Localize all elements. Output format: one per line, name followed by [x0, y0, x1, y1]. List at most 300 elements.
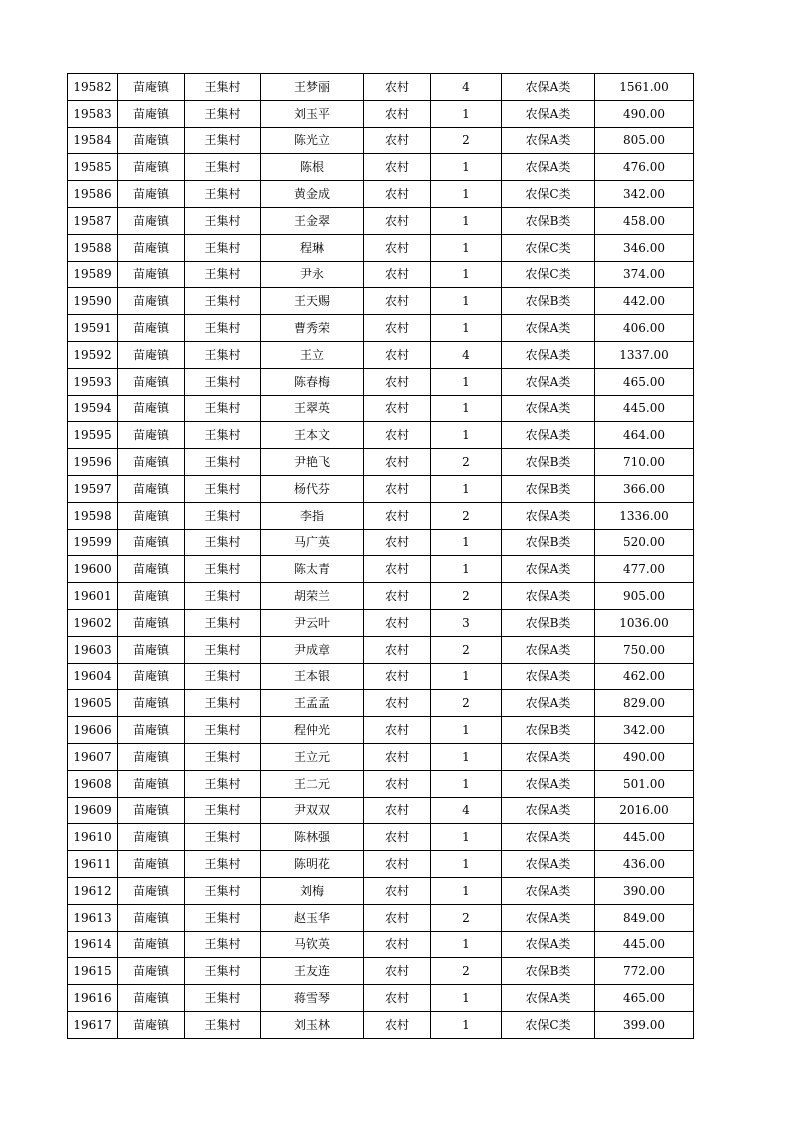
name-cell: 王本银	[261, 663, 364, 690]
amount-cell: 2016.00	[595, 797, 694, 824]
count-cell: 2	[431, 449, 502, 476]
count-cell: 4	[431, 797, 502, 824]
town-cell: 苗庵镇	[118, 261, 185, 288]
name-cell: 刘梅	[261, 877, 364, 904]
amount-cell: 390.00	[595, 877, 694, 904]
town-cell: 苗庵镇	[118, 824, 185, 851]
table-row	[68, 288, 694, 315]
table-row	[68, 127, 694, 154]
village-cell: 王集村	[185, 341, 261, 368]
type-cell: 农村	[364, 877, 431, 904]
name-cell: 蒋雪琴	[261, 985, 364, 1012]
count-cell: 1	[431, 234, 502, 261]
town-cell: 苗庵镇	[118, 770, 185, 797]
category-cell: 农保A类	[502, 154, 595, 181]
village-cell: 王集村	[185, 877, 261, 904]
category-cell: 农保B类	[502, 717, 595, 744]
town-cell: 苗庵镇	[118, 234, 185, 261]
table-row	[68, 877, 694, 904]
town-cell: 苗庵镇	[118, 717, 185, 744]
village-cell: 王集村	[185, 422, 261, 449]
type-cell: 农村	[364, 663, 431, 690]
name-cell: 陈太青	[261, 556, 364, 583]
name-cell: 程琳	[261, 234, 364, 261]
table-row	[68, 690, 694, 717]
row-id-cell: 19612	[68, 877, 118, 904]
table-row	[68, 502, 694, 529]
amount-cell: 465.00	[595, 985, 694, 1012]
category-cell: 农保A类	[502, 824, 595, 851]
village-cell: 王集村	[185, 315, 261, 342]
table-row	[68, 636, 694, 663]
name-cell: 王立元	[261, 743, 364, 770]
amount-cell: 342.00	[595, 717, 694, 744]
table-row	[68, 958, 694, 985]
category-cell: 农保A类	[502, 127, 595, 154]
town-cell: 苗庵镇	[118, 904, 185, 931]
name-cell: 陈光立	[261, 127, 364, 154]
table-row	[68, 1011, 694, 1038]
category-cell: 农保A类	[502, 690, 595, 717]
town-cell: 苗庵镇	[118, 100, 185, 127]
amount-cell: 520.00	[595, 529, 694, 556]
row-id-cell: 19588	[68, 234, 118, 261]
row-id-cell: 19586	[68, 181, 118, 208]
amount-cell: 1337.00	[595, 341, 694, 368]
village-cell: 王集村	[185, 288, 261, 315]
row-id-cell: 19594	[68, 395, 118, 422]
row-id-cell: 19590	[68, 288, 118, 315]
table-row	[68, 341, 694, 368]
name-cell: 陈明花	[261, 851, 364, 878]
category-cell: 农保A类	[502, 556, 595, 583]
category-cell: 农保A类	[502, 663, 595, 690]
type-cell: 农村	[364, 449, 431, 476]
category-cell: 农保A类	[502, 502, 595, 529]
name-cell: 陈春梅	[261, 368, 364, 395]
table-row	[68, 74, 694, 101]
category-cell: 农保A类	[502, 368, 595, 395]
type-cell: 农村	[364, 797, 431, 824]
amount-cell: 445.00	[595, 931, 694, 958]
village-cell: 王集村	[185, 556, 261, 583]
count-cell: 1	[431, 877, 502, 904]
village-cell: 王集村	[185, 583, 261, 610]
village-cell: 王集村	[185, 851, 261, 878]
name-cell: 赵玉华	[261, 904, 364, 931]
row-id-cell: 19600	[68, 556, 118, 583]
type-cell: 农村	[364, 583, 431, 610]
village-cell: 王集村	[185, 770, 261, 797]
category-cell: 农保A类	[502, 315, 595, 342]
name-cell: 王翠英	[261, 395, 364, 422]
type-cell: 农村	[364, 824, 431, 851]
type-cell: 农村	[364, 315, 431, 342]
type-cell: 农村	[364, 207, 431, 234]
town-cell: 苗庵镇	[118, 877, 185, 904]
table-row	[68, 663, 694, 690]
village-cell: 王集村	[185, 127, 261, 154]
category-cell: 农保B类	[502, 529, 595, 556]
row-id-cell: 19605	[68, 690, 118, 717]
village-cell: 王集村	[185, 663, 261, 690]
category-cell: 农保A类	[502, 395, 595, 422]
category-cell: 农保A类	[502, 770, 595, 797]
count-cell: 1	[431, 315, 502, 342]
town-cell: 苗庵镇	[118, 475, 185, 502]
count-cell: 2	[431, 583, 502, 610]
town-cell: 苗庵镇	[118, 556, 185, 583]
town-cell: 苗庵镇	[118, 181, 185, 208]
town-cell: 苗庵镇	[118, 315, 185, 342]
row-id-cell: 19587	[68, 207, 118, 234]
name-cell: 王立	[261, 341, 364, 368]
amount-cell: 710.00	[595, 449, 694, 476]
village-cell: 王集村	[185, 234, 261, 261]
name-cell: 王本文	[261, 422, 364, 449]
name-cell: 程仲光	[261, 717, 364, 744]
name-cell: 黄金成	[261, 181, 364, 208]
name-cell: 尹艳飞	[261, 449, 364, 476]
name-cell: 李指	[261, 502, 364, 529]
amount-cell: 501.00	[595, 770, 694, 797]
town-cell: 苗庵镇	[118, 743, 185, 770]
town-cell: 苗庵镇	[118, 502, 185, 529]
count-cell: 2	[431, 636, 502, 663]
type-cell: 农村	[364, 100, 431, 127]
village-cell: 王集村	[185, 690, 261, 717]
town-cell: 苗庵镇	[118, 985, 185, 1012]
village-cell: 王集村	[185, 609, 261, 636]
row-id-cell: 19599	[68, 529, 118, 556]
amount-cell: 346.00	[595, 234, 694, 261]
table-row	[68, 261, 694, 288]
type-cell: 农村	[364, 368, 431, 395]
row-id-cell: 19582	[68, 74, 118, 101]
category-cell: 农保C类	[502, 261, 595, 288]
town-cell: 苗庵镇	[118, 851, 185, 878]
type-cell: 农村	[364, 288, 431, 315]
type-cell: 农村	[364, 422, 431, 449]
category-cell: 农保A类	[502, 904, 595, 931]
count-cell: 1	[431, 717, 502, 744]
town-cell: 苗庵镇	[118, 663, 185, 690]
name-cell: 尹成章	[261, 636, 364, 663]
row-id-cell: 19583	[68, 100, 118, 127]
name-cell: 王孟孟	[261, 690, 364, 717]
table-row	[68, 395, 694, 422]
count-cell: 1	[431, 261, 502, 288]
village-cell: 王集村	[185, 100, 261, 127]
village-cell: 王集村	[185, 74, 261, 101]
name-cell: 尹云叶	[261, 609, 364, 636]
type-cell: 农村	[364, 556, 431, 583]
village-cell: 王集村	[185, 154, 261, 181]
village-cell: 王集村	[185, 743, 261, 770]
category-cell: 农保A类	[502, 636, 595, 663]
count-cell: 1	[431, 556, 502, 583]
row-id-cell: 19616	[68, 985, 118, 1012]
type-cell: 农村	[364, 636, 431, 663]
type-cell: 农村	[364, 931, 431, 958]
name-cell: 曹秀荣	[261, 315, 364, 342]
row-id-cell: 19614	[68, 931, 118, 958]
amount-cell: 342.00	[595, 181, 694, 208]
count-cell: 1	[431, 368, 502, 395]
table-row	[68, 797, 694, 824]
type-cell: 农村	[364, 261, 431, 288]
count-cell: 1	[431, 475, 502, 502]
row-id-cell: 19595	[68, 422, 118, 449]
table-row	[68, 717, 694, 744]
row-id-cell: 19609	[68, 797, 118, 824]
town-cell: 苗庵镇	[118, 288, 185, 315]
type-cell: 农村	[364, 181, 431, 208]
type-cell: 农村	[364, 770, 431, 797]
type-cell: 农村	[364, 958, 431, 985]
table-row	[68, 315, 694, 342]
amount-cell: 462.00	[595, 663, 694, 690]
category-cell: 农保A类	[502, 797, 595, 824]
count-cell: 1	[431, 154, 502, 181]
table-row	[68, 743, 694, 770]
type-cell: 农村	[364, 904, 431, 931]
amount-cell: 465.00	[595, 368, 694, 395]
type-cell: 农村	[364, 609, 431, 636]
town-cell: 苗庵镇	[118, 127, 185, 154]
town-cell: 苗庵镇	[118, 797, 185, 824]
type-cell: 农村	[364, 341, 431, 368]
category-cell: 农保B类	[502, 207, 595, 234]
row-id-cell: 19613	[68, 904, 118, 931]
category-cell: 农保A类	[502, 877, 595, 904]
count-cell: 3	[431, 609, 502, 636]
count-cell: 1	[431, 663, 502, 690]
village-cell: 王集村	[185, 261, 261, 288]
town-cell: 苗庵镇	[118, 583, 185, 610]
amount-cell: 442.00	[595, 288, 694, 315]
town-cell: 苗庵镇	[118, 422, 185, 449]
name-cell: 陈林强	[261, 824, 364, 851]
amount-cell: 406.00	[595, 315, 694, 342]
type-cell: 农村	[364, 154, 431, 181]
category-cell: 农保B类	[502, 449, 595, 476]
village-cell: 王集村	[185, 1011, 261, 1038]
village-cell: 王集村	[185, 529, 261, 556]
village-cell: 王集村	[185, 985, 261, 1012]
amount-cell: 464.00	[595, 422, 694, 449]
amount-cell: 1336.00	[595, 502, 694, 529]
category-cell: 农保C类	[502, 234, 595, 261]
town-cell: 苗庵镇	[118, 449, 185, 476]
table-row	[68, 985, 694, 1012]
row-id-cell: 19598	[68, 502, 118, 529]
town-cell: 苗庵镇	[118, 690, 185, 717]
count-cell: 1	[431, 288, 502, 315]
type-cell: 农村	[364, 74, 431, 101]
category-cell: 农保A类	[502, 100, 595, 127]
count-cell: 2	[431, 958, 502, 985]
category-cell: 农保B类	[502, 609, 595, 636]
row-id-cell: 19610	[68, 824, 118, 851]
type-cell: 农村	[364, 717, 431, 744]
count-cell: 1	[431, 931, 502, 958]
type-cell: 农村	[364, 529, 431, 556]
name-cell: 胡荣兰	[261, 583, 364, 610]
amount-cell: 445.00	[595, 824, 694, 851]
name-cell: 马广英	[261, 529, 364, 556]
category-cell: 农保A类	[502, 743, 595, 770]
category-cell: 农保A类	[502, 341, 595, 368]
row-id-cell: 19617	[68, 1011, 118, 1038]
table-row	[68, 449, 694, 476]
village-cell: 王集村	[185, 717, 261, 744]
village-cell: 王集村	[185, 368, 261, 395]
table-row	[68, 583, 694, 610]
table-row	[68, 824, 694, 851]
row-id-cell: 19602	[68, 609, 118, 636]
type-cell: 农村	[364, 395, 431, 422]
table-row	[68, 609, 694, 636]
amount-cell: 750.00	[595, 636, 694, 663]
amount-cell: 805.00	[595, 127, 694, 154]
amount-cell: 1036.00	[595, 609, 694, 636]
town-cell: 苗庵镇	[118, 154, 185, 181]
type-cell: 农村	[364, 1011, 431, 1038]
name-cell: 马钦英	[261, 931, 364, 958]
row-id-cell: 19591	[68, 315, 118, 342]
village-cell: 王集村	[185, 958, 261, 985]
amount-cell: 490.00	[595, 100, 694, 127]
count-cell: 1	[431, 207, 502, 234]
count-cell: 1	[431, 824, 502, 851]
village-cell: 王集村	[185, 904, 261, 931]
row-id-cell: 19615	[68, 958, 118, 985]
count-cell: 1	[431, 985, 502, 1012]
category-cell: 农保A类	[502, 74, 595, 101]
type-cell: 农村	[364, 985, 431, 1012]
town-cell: 苗庵镇	[118, 609, 185, 636]
amount-cell: 477.00	[595, 556, 694, 583]
count-cell: 1	[431, 851, 502, 878]
table-row	[68, 851, 694, 878]
table-row	[68, 529, 694, 556]
count-cell: 2	[431, 502, 502, 529]
amount-cell: 829.00	[595, 690, 694, 717]
type-cell: 农村	[364, 851, 431, 878]
row-id-cell: 19611	[68, 851, 118, 878]
category-cell: 农保A类	[502, 931, 595, 958]
count-cell: 1	[431, 529, 502, 556]
table-row	[68, 770, 694, 797]
name-cell: 王金翠	[261, 207, 364, 234]
amount-cell: 374.00	[595, 261, 694, 288]
category-cell: 农保A类	[502, 583, 595, 610]
amount-cell: 436.00	[595, 851, 694, 878]
type-cell: 农村	[364, 743, 431, 770]
category-cell: 农保C类	[502, 1011, 595, 1038]
category-cell: 农保A类	[502, 851, 595, 878]
table-row	[68, 556, 694, 583]
row-id-cell: 19604	[68, 663, 118, 690]
row-id-cell: 19597	[68, 475, 118, 502]
table-row	[68, 234, 694, 261]
town-cell: 苗庵镇	[118, 1011, 185, 1038]
town-cell: 苗庵镇	[118, 341, 185, 368]
town-cell: 苗庵镇	[118, 529, 185, 556]
row-id-cell: 19585	[68, 154, 118, 181]
table-row	[68, 181, 694, 208]
count-cell: 2	[431, 690, 502, 717]
name-cell: 尹永	[261, 261, 364, 288]
table-row	[68, 475, 694, 502]
table-row	[68, 207, 694, 234]
table-row	[68, 368, 694, 395]
name-cell: 刘玉平	[261, 100, 364, 127]
row-id-cell: 19608	[68, 770, 118, 797]
table-row	[68, 931, 694, 958]
count-cell: 2	[431, 904, 502, 931]
table-body	[68, 74, 694, 1039]
village-cell: 王集村	[185, 797, 261, 824]
category-cell: 农保B类	[502, 475, 595, 502]
village-cell: 王集村	[185, 181, 261, 208]
village-cell: 王集村	[185, 207, 261, 234]
count-cell: 1	[431, 1011, 502, 1038]
type-cell: 农村	[364, 690, 431, 717]
amount-cell: 366.00	[595, 475, 694, 502]
count-cell: 1	[431, 743, 502, 770]
town-cell: 苗庵镇	[118, 958, 185, 985]
category-cell: 农保A类	[502, 985, 595, 1012]
village-cell: 王集村	[185, 502, 261, 529]
amount-cell: 772.00	[595, 958, 694, 985]
name-cell: 王二元	[261, 770, 364, 797]
count-cell: 1	[431, 395, 502, 422]
name-cell: 王友连	[261, 958, 364, 985]
row-id-cell: 19601	[68, 583, 118, 610]
category-cell: 农保B类	[502, 958, 595, 985]
row-id-cell: 19606	[68, 717, 118, 744]
count-cell: 1	[431, 100, 502, 127]
type-cell: 农村	[364, 127, 431, 154]
amount-cell: 458.00	[595, 207, 694, 234]
row-id-cell: 19596	[68, 449, 118, 476]
data-table	[67, 73, 694, 1039]
village-cell: 王集村	[185, 395, 261, 422]
town-cell: 苗庵镇	[118, 74, 185, 101]
village-cell: 王集村	[185, 931, 261, 958]
name-cell: 王天赐	[261, 288, 364, 315]
count-cell: 1	[431, 181, 502, 208]
name-cell: 杨代芬	[261, 475, 364, 502]
table-row	[68, 100, 694, 127]
village-cell: 王集村	[185, 824, 261, 851]
row-id-cell: 19592	[68, 341, 118, 368]
amount-cell: 399.00	[595, 1011, 694, 1038]
amount-cell: 476.00	[595, 154, 694, 181]
name-cell: 刘玉林	[261, 1011, 364, 1038]
town-cell: 苗庵镇	[118, 207, 185, 234]
row-id-cell: 19607	[68, 743, 118, 770]
town-cell: 苗庵镇	[118, 368, 185, 395]
row-id-cell: 19603	[68, 636, 118, 663]
row-id-cell: 19593	[68, 368, 118, 395]
amount-cell: 490.00	[595, 743, 694, 770]
amount-cell: 905.00	[595, 583, 694, 610]
type-cell: 农村	[364, 475, 431, 502]
row-id-cell: 19584	[68, 127, 118, 154]
